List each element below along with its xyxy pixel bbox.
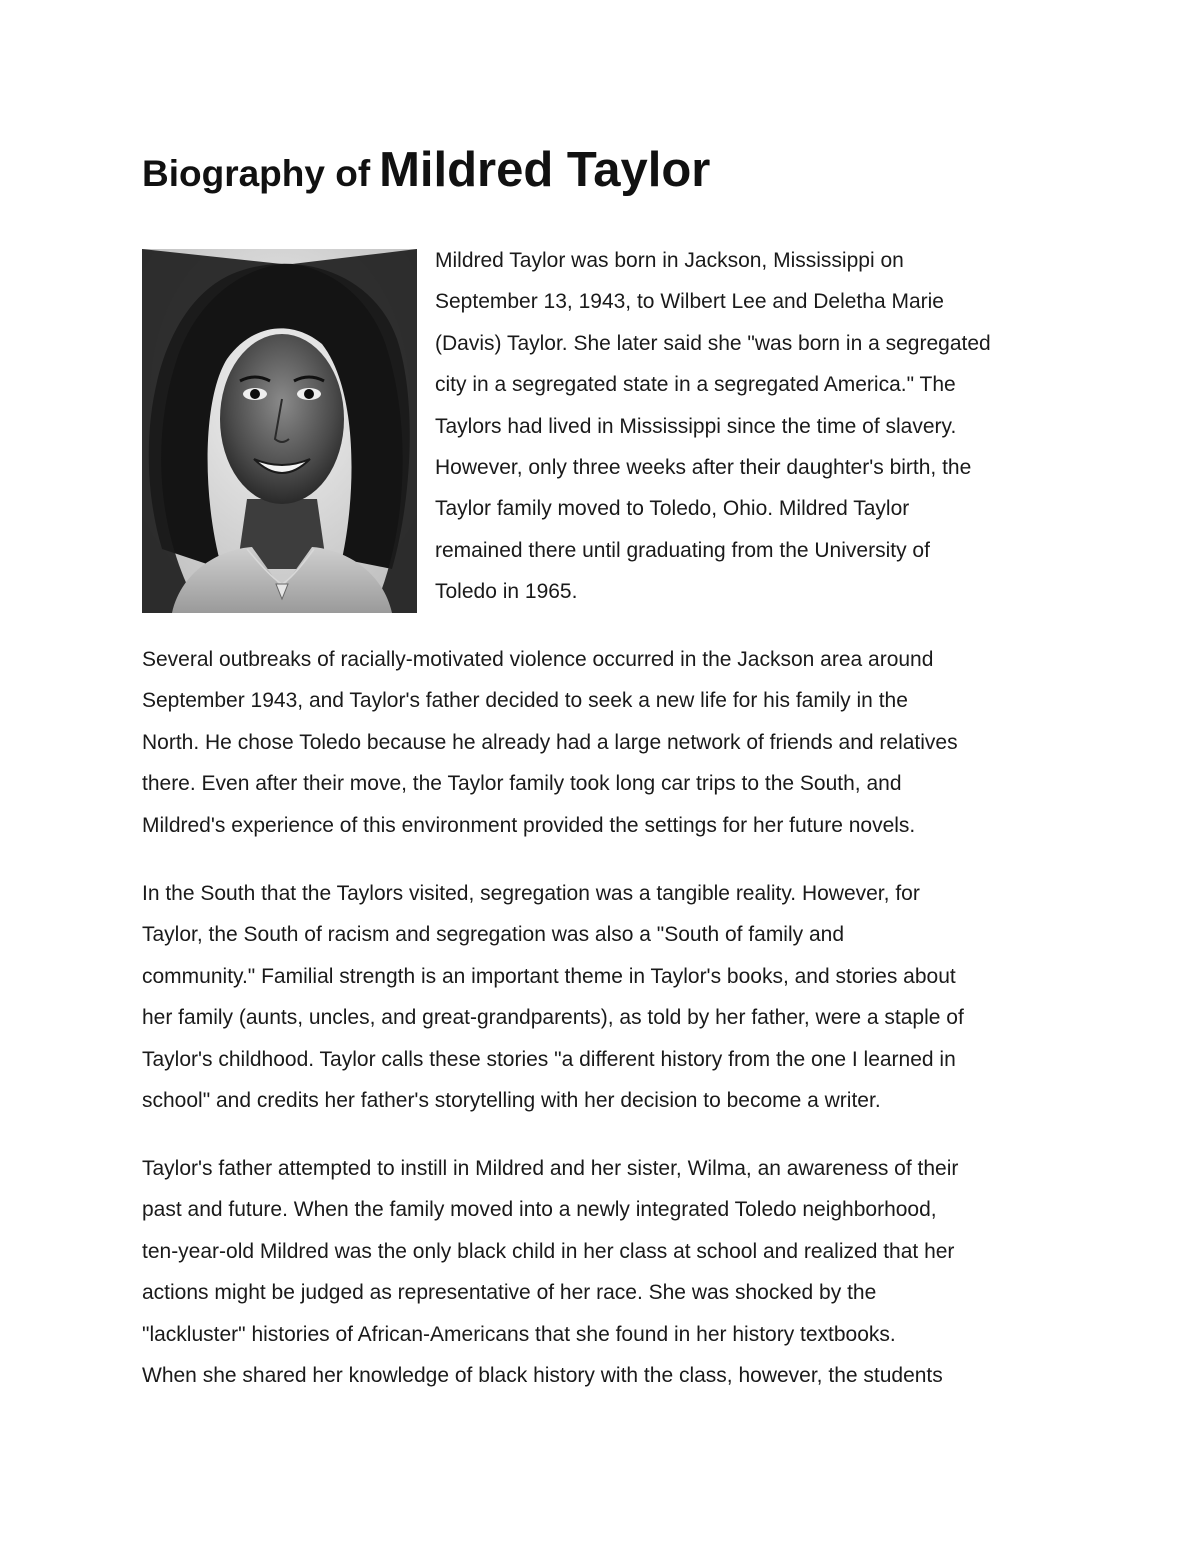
text-line: September 1943, and Taylor's father decided to seek a new life for his family in the (142, 689, 908, 713)
paragraph-2 (142, 639, 958, 846)
text-line: Taylor's father attempted to instill in Mildred and her sister, Wilma, an awareness of their (142, 1157, 959, 1180)
text-line: "lackluster" histories of African-Americans that she found in her history textbooks. (142, 1322, 896, 1346)
text-line: Taylor family moved to Toledo, Ohio. Mildred Taylor (435, 497, 910, 521)
page-title (142, 143, 711, 197)
text-line: remained there until graduating from the University of (435, 538, 930, 562)
paragraph-4 (142, 1148, 958, 1396)
text-line: Taylors had lived in Mississippi since the time of slavery. (435, 414, 957, 438)
text-line: Taylor's childhood. Taylor calls these stories "a different history from the one I learned in (142, 1047, 956, 1071)
text-line: Mildred's experience of this environment provided the settings for her future novels. (142, 813, 916, 837)
text-line: ten-year-old Mildred was the only black child in her class at school and realized that her (142, 1239, 955, 1263)
text-line: North. He chose Toledo because he already had a large network of friends and relatives (142, 730, 958, 754)
portrait-icon (142, 249, 417, 613)
text-line: her family (aunts, uncles, and great-grandparents), as told by her father, were a staple of (142, 1006, 964, 1030)
paragraph-1 (435, 240, 991, 613)
text-line: actions might be judged as representative of her race. She was shocked by the (142, 1281, 877, 1305)
text-line: school" and credits her father's storytelling with her decision to become a writer. (142, 1089, 881, 1113)
text-line: Toledo in 1965. (435, 580, 578, 604)
portrait-photo (142, 249, 417, 613)
text-line: there. Even after their move, the Taylor family took long car trips to the South, and (142, 772, 902, 796)
title-prefix: Biography of (142, 153, 371, 194)
text-line: Mildred Taylor was born in Jackson, Mississippi on (435, 249, 904, 272)
text-line: (Davis) Taylor. She later said she "was born in a segregated (435, 331, 991, 355)
text-line: past and future. When the family moved into a newly integrated Toledo neighborhood, (142, 1198, 937, 1222)
text-line: September 13, 1943, to Wilbert Lee and Deletha Marie (435, 290, 944, 314)
text-line: Several outbreaks of racially-motivated violence occurred in the Jackson area around (142, 648, 934, 671)
text-line: In the South that the Taylors visited, segregation was a tangible reality. However, for (142, 882, 920, 905)
paragraph-3 (142, 873, 964, 1121)
text-line: However, only three weeks after their daughter's birth, the (435, 456, 972, 480)
text-line: community." Familial strength is an important theme in Taylor's books, and stories about (142, 964, 956, 988)
title-name: Mildred Taylor (379, 143, 711, 197)
text-line: Taylor, the South of racism and segregation was also a "South of family and (142, 923, 845, 947)
text-line: When she shared her knowledge of black history with the class, however, the students (142, 1364, 943, 1388)
text-line: city in a segregated state in a segregated America." The (435, 373, 956, 397)
